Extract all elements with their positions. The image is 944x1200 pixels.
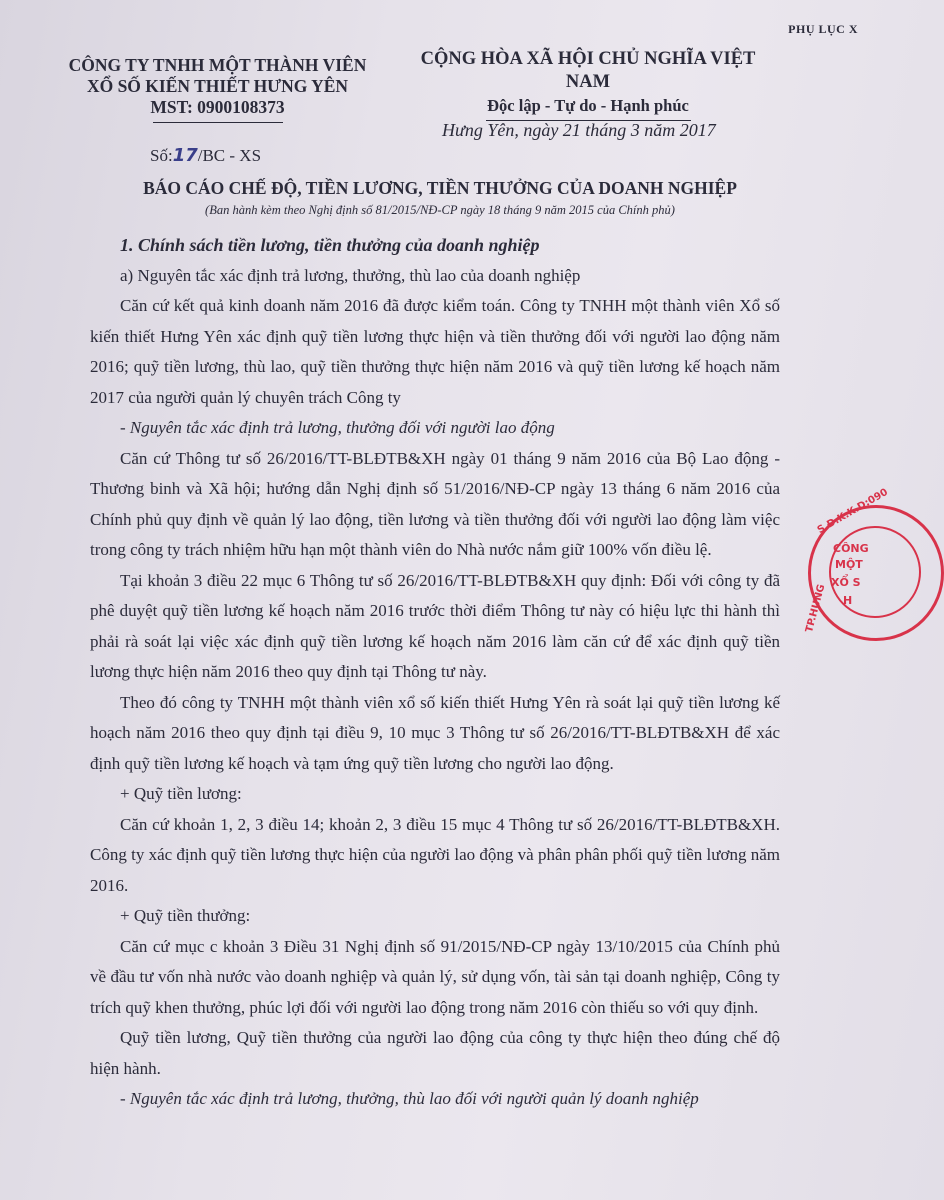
company-header-underline xyxy=(153,122,283,123)
tax-code: MST: 0900108373 xyxy=(150,97,285,117)
doc-number-prefix: Số: xyxy=(150,146,173,165)
report-body xyxy=(90,230,780,1115)
italic-subheading: - Nguyên tắc xác định trả lương, thưởng, thù lao đối với người quản lý doanh nghiệp xyxy=(120,1089,699,1108)
national-header xyxy=(398,48,778,121)
red-seal-stamp xyxy=(804,486,944,641)
italic-subheading: - Nguyên tắc xác định trả lương, thưởng đối với người lao động xyxy=(120,418,555,437)
seal-ring-text: S.Đ.K.K.D:090 xyxy=(815,486,890,537)
paragraph: Theo đó công ty TNHH một thành viên xổ số kiến thiết Hưng Yên rà soát lại quỹ tiền lương kế hoạch năm 2016 theo quy định tại điều 9, 10 mục 3 Thông tư số 26/2016/TT-BLĐTB&XH để xác định quỹ tiền lương kế hoạch và tạm ứng quỹ tiền lương cho người lao động. xyxy=(90,692,780,773)
paragraph: Quỹ tiền lương, Quỹ tiền thưởng của người lao động của công ty thực hiện theo đúng chế độ hiện hành. xyxy=(90,1028,780,1078)
seal-center-line3: XỔ S xyxy=(831,576,861,589)
paragraph: + Quỹ tiền lương: xyxy=(120,784,242,803)
company-header xyxy=(40,55,395,123)
section-heading: 1. Chính sách tiền lương, tiền thưởng của doanh nghiệp xyxy=(120,235,540,255)
document-number xyxy=(150,145,261,166)
paragraph: Căn cứ khoản 1, 2, 3 điều 14; khoản 2, 3 điều 15 mục 4 Thông tư số 26/2016/TT-BLĐTB&XH. Công ty xác định quỹ tiền lương thực hiện của người lao động và phân phân phối quỹ tiền lương năm 2016. xyxy=(90,814,780,895)
paragraph: Căn cứ Thông tư số 26/2016/TT-BLĐTB&XH ngày 01 tháng 9 năm 2016 của Bộ Lao động - Thương binh và Xã hội; hướng dẫn Nghị định số 51/2016/NĐ-CP ngày 13 tháng 6 năm 2016 của Chính phủ quy định về quản lý lao động, tiền lương và tiền thưởng đối với người lao động làm việc trong công ty trách nhiệm hữu hạn một thành viên do Nhà nước nắm giữ 100% vốn điều lệ. xyxy=(90,448,780,559)
seal-center-line2: MỘT xyxy=(835,558,863,571)
report-title: BÁO CÁO CHẾ ĐỘ, TIỀN LƯƠNG, TIỀN THƯỞNG CỦA DOANH NGHIỆP xyxy=(143,178,737,198)
seal-center-line1: CÔNG xyxy=(833,542,869,555)
date-line: Hưng Yên, ngày 21 tháng 3 năm 2017 xyxy=(442,120,716,140)
national-name: CỘNG HÒA XÃ HỘI CHỦ NGHĨA VIỆT NAM xyxy=(420,49,756,92)
company-name-line1: CÔNG TY TNHH MỘT THÀNH VIÊN xyxy=(68,55,367,75)
paragraph: Căn cứ mục c khoản 3 Điều 31 Nghị định số 91/2015/NĐ-CP ngày 13/10/2015 của Chính phủ về đầu tư vốn nhà nước vào doanh nghiệp và quản lý, sử dụng vốn, tài sản tại doanh nghiệp, Công ty trích quỹ khen thưởng, phúc lợi đối với người lao động trong năm 2016 còn thiếu so với quy định. xyxy=(90,936,780,1017)
company-name-line2: XỔ SỐ KIẾN THIẾT HƯNG YÊN xyxy=(86,76,349,96)
paragraph: Tại khoản 3 điều 22 mục 6 Thông tư số 26/2016/TT-BLĐTB&XH quy định: Đối với công ty đã phê duyệt quỹ tiền lương kế hoạch năm 2016 trước thời điểm Thông tư này có hiệu lực thi hành thì phải rà soát lại việc xác định quỹ tiền lương kế hoạch năm 2016 làm căn cứ để xác định quỹ tiền lương thực hiện năm 2016 theo quy định tại Thông tư này. xyxy=(90,570,780,681)
seal-ring-bottom: TP.HƯNG xyxy=(804,583,828,634)
paragraph: Căn cứ kết quả kinh doanh năm 2016 đã được kiểm toán. Công ty TNHH một thành viên Xổ số kiến thiết Hưng Yên xác định quỹ tiền lương thực hiện và tiền thưởng đối với người lao động năm 2016; quỹ tiền lương, thù lao, quỹ tiền thưởng thực hiện năm 2016 và quỹ tiền lương kế hoạch năm 2017 của người quản lý chuyên trách Công ty xyxy=(90,296,780,407)
appendix-label: PHỤ LỤC X xyxy=(788,22,858,36)
report-subtitle: (Ban hành kèm theo Nghị định số 81/2015/NĐ-CP ngày 18 tháng 9 năm 2015 của Chính phủ) xyxy=(205,203,675,217)
paragraph: a) Nguyên tắc xác định trả lương, thưởng, thù lao của doanh nghiệp xyxy=(120,265,581,285)
national-motto: Độc lập - Tự do - Hạnh phúc xyxy=(487,96,689,115)
paragraph: + Quỹ tiền thưởng: xyxy=(120,906,251,925)
doc-number-handwritten: 17 xyxy=(172,145,198,166)
doc-number-suffix: /BC - XS xyxy=(197,146,262,165)
seal-center-line4: H xyxy=(843,594,853,607)
